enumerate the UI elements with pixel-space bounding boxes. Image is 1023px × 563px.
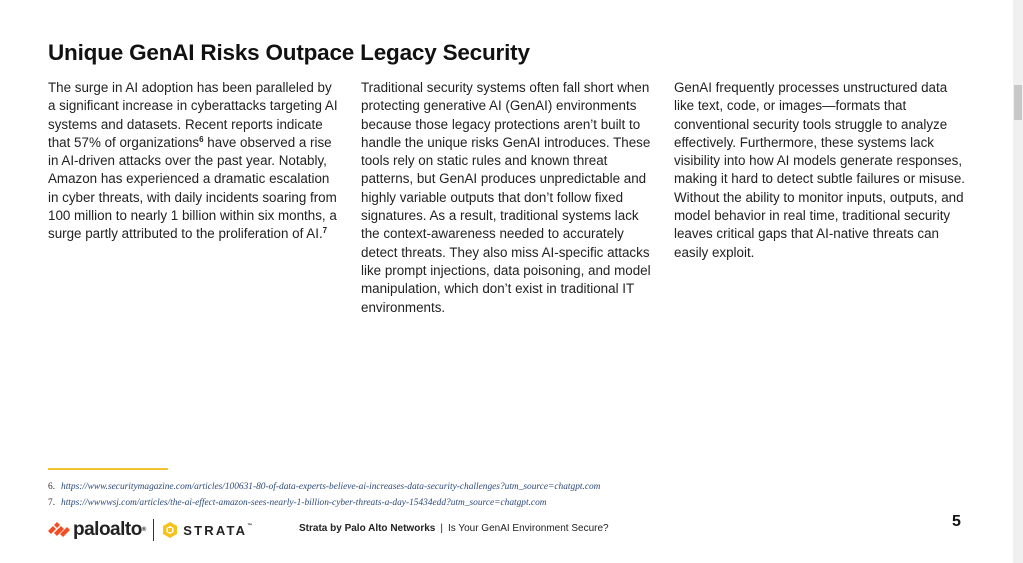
- body-column-2: Traditional security systems often fall short when protecting generative AI (GenAI) environments because those legacy protections aren’t built to handle the unique risks GenAI introduces. These tools rely on static rules and known threat patterns, but GenAI produces unpredictable and highly variable outputs that don’t follow fixed signatures. As a result, traditional systems lack the context-awareness needed to accurately detect threats. They also miss AI-specific attacks like prompt injections, data poisoning, and model manipulation, which don’t exist in traditional IT environments.: [361, 80, 651, 315]
- logo-divider: [153, 519, 155, 541]
- footnote-number: 7.: [48, 498, 56, 508]
- column-1-text-a: The surge in AI adoption has been paralleled by a significant increase in cyberattacks targeting AI systems and datasets. Recent reports indicate that 57% of organizations: [48, 80, 338, 150]
- footer-doc-title: Is Your GenAI Environment Secure?: [447, 523, 609, 534]
- footnote-6: [48, 479, 600, 495]
- strata-logo-icon: [163, 522, 177, 538]
- footnote-link[interactable]: https://www.securitymagazine.com/articles/100631-80-of-data-experts-believe-ai-increases-data-security-challenges?utm_source=chatgpt.com: [61, 482, 601, 492]
- paloalto-wordmark: paloalto®: [73, 519, 146, 540]
- footnote-number: 6.: [48, 482, 56, 492]
- scrollbar-thumb[interactable]: [1014, 85, 1022, 120]
- page-title: Unique GenAI Risks Outpace Legacy Security: [48, 40, 530, 65]
- strata-wordmark: STRATA™: [183, 522, 253, 538]
- page-number: 5: [952, 513, 961, 530]
- footer-caption: [299, 523, 609, 534]
- footnote-ref-6[interactable]: 6: [199, 134, 204, 144]
- paloalto-logo-icon: [48, 522, 70, 538]
- body-column-3: GenAI frequently processes unstructured data like text, code, or images—formats that conventional security tools struggle to analyze effectively. Furthermore, these systems lack visibility into how AI models generate responses, making it hard to detect subtle failures or misuse. Without the ability to monitor inputs, outputs, and model behavior in real time, traditional security leaves critical gaps that AI-native threats can easily exploit.: [674, 80, 966, 260]
- footnote-divider: [48, 468, 168, 470]
- vertical-scrollbar[interactable]: [1013, 0, 1023, 563]
- footer-separator: |: [440, 523, 443, 534]
- footnotes: [48, 479, 600, 511]
- body-column-1: [48, 79, 340, 244]
- footer-logos: [48, 517, 252, 543]
- footnote-ref-7[interactable]: 7: [322, 226, 328, 236]
- footnote-link[interactable]: https://wwwwsj.com/articles/the-ai-effect-amazon-sees-nearly-1-billion-cyber-threats-a-day-15434edd?utm_source=chatgpt.com: [61, 498, 547, 508]
- footnote-7: [48, 495, 600, 511]
- column-1-text-b: have observed a rise in AI-driven attacks over the past year. Notably, Amazon has experienced a dramatic escalation in cyber threats, with daily incidents soaring from 100 million to nearly 1 billion within six months, a surge partly attributed to the proliferation of AI.: [48, 134, 337, 242]
- footer-brand: Strata by Palo Alto Networks: [299, 523, 436, 534]
